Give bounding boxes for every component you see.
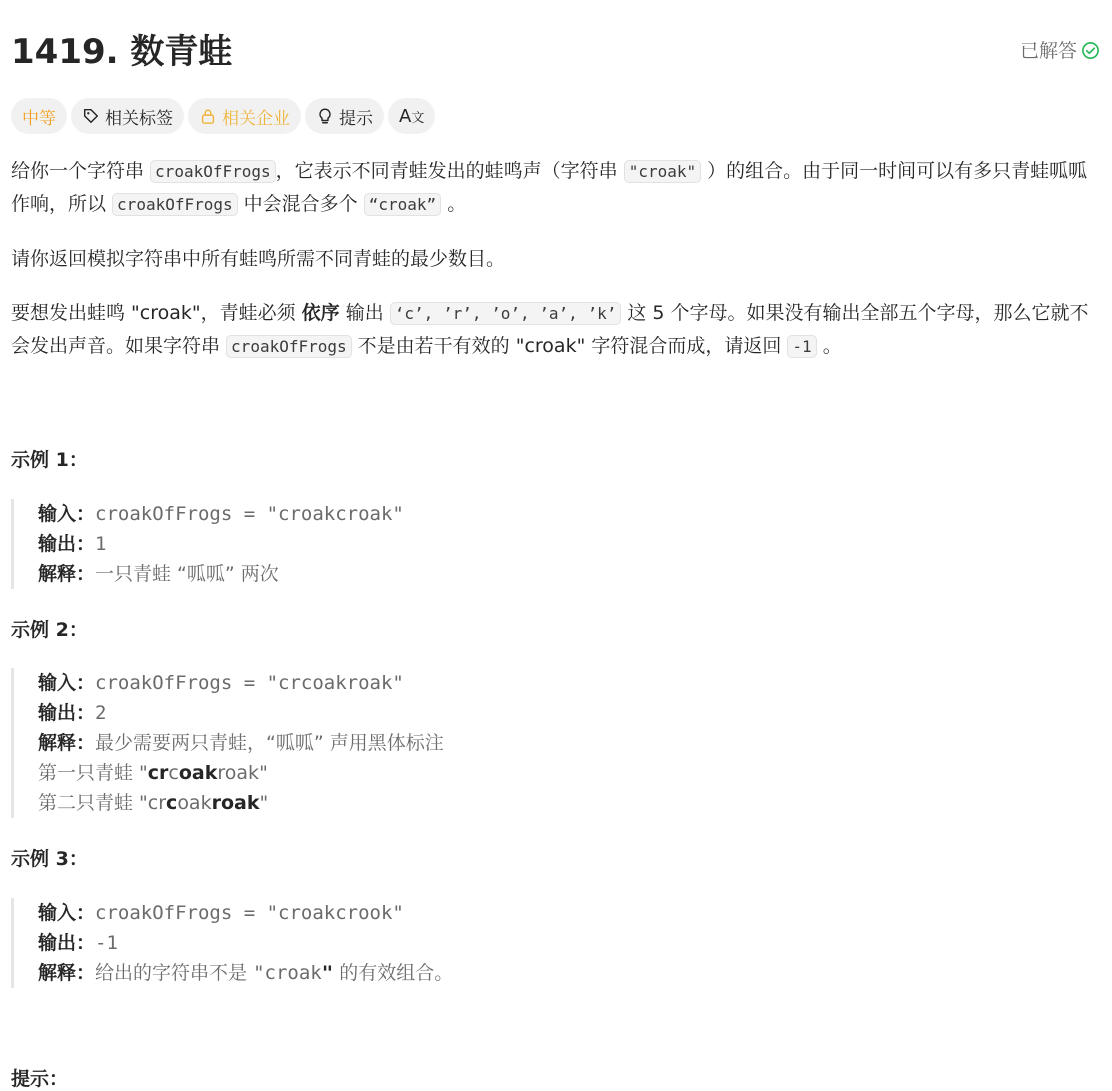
inline-code: croakOfFrogs — [112, 193, 238, 216]
constraints-title: 提示： — [11, 1068, 69, 1090]
problem-description — [11, 155, 1096, 363]
related-companies-label: 相关企业 — [222, 108, 290, 129]
example-2-frog-1: 第一只青蛙 "crcoakroak" — [38, 762, 268, 784]
example-3-block: 输入：croakOfFrogs = "croakcrook" 输出：-1 解释：给出的字符串不是 "croak" 的有效组合。 — [11, 898, 453, 988]
related-tags-label: 相关标签 — [105, 108, 173, 129]
inline-code: "croak" — [624, 160, 701, 183]
description-paragraph-3: 要想发出蛙鸣 "croak"，青蛙必须 依序 输出 ‘c’, ’r’, ’o’, ’a’, ’k’ 这 5 个字母。如果没有输出全部五个字母，那么它就不会发出声音。如果字符串 croakOfFrogs 不是由若干有效的 "croak" 字符混合而成，请返回 -1 。 — [11, 302, 1089, 357]
title-row — [11, 28, 1091, 76]
solved-status — [1020, 38, 1100, 67]
example-2-output: 2 — [95, 702, 107, 724]
inline-code: -1 — [787, 335, 816, 358]
example-2-explanation: 最少需要两只青蛙，“呱呱” 声用黑体标注 — [95, 732, 444, 754]
problem-title: 1419. 数青蛙 — [11, 32, 233, 72]
difficulty-badge: 中等 — [11, 98, 67, 134]
example-2-input: croakOfFrogs = "crcoakroak" — [95, 672, 404, 694]
solved-label: 已解答 — [1019, 40, 1077, 62]
inline-code: ‘c’, ’r’, ’o’, ’a’, ’k’ — [390, 302, 622, 325]
example-1-input: croakOfFrogs = "croakcroak" — [95, 503, 404, 525]
example-3-input: croakOfFrogs = "croakcrook" — [95, 902, 404, 924]
check-circle-icon — [1081, 41, 1100, 67]
lightbulb-icon — [316, 107, 334, 125]
description-paragraph-1: 给你一个字符串 croakOfFrogs ，它表示不同青蛙发出的蛙鸣声（字符串 "croak" ）的组合。由于同一时间可以有多只青蛙呱呱作响，所以 croakOfFrogs 中会混合多个 “croak” 。 — [11, 160, 1088, 215]
example-1-block: 输入：croakOfFrogs = "croakcroak" 输出：1 解释：一只青蛙 “呱呱” 两次 — [11, 499, 404, 589]
related-companies-button[interactable] — [188, 98, 301, 134]
example-3-output: -1 — [95, 932, 118, 954]
example-1-title: 示例 1： — [11, 449, 88, 471]
example-2-title: 示例 2： — [11, 619, 88, 641]
example-2-frog-2: 第二只青蛙 "crcoakroak" — [38, 792, 269, 814]
example-1-explanation: 一只青蛙 “呱呱” 两次 — [95, 563, 279, 585]
example-1-output: 1 — [95, 533, 107, 555]
tag-icon — [82, 107, 100, 125]
tag-bar — [11, 98, 439, 134]
hint-label: 提示 — [339, 108, 373, 129]
translate-button[interactable] — [388, 98, 435, 134]
description-paragraph-2: 请你返回模拟字符串中所有蛙鸣所需不同青蛙的最少数目。 — [11, 248, 506, 270]
hint-button[interactable] — [305, 98, 384, 134]
inline-code: croakOfFrogs — [226, 335, 352, 358]
inline-code: croakOfFrogs — [150, 160, 276, 183]
bold-text: 依序 — [301, 302, 340, 324]
example-3-title: 示例 3： — [11, 848, 88, 870]
translate-icon: A文 — [399, 105, 425, 127]
related-tags-button[interactable] — [71, 98, 184, 134]
example-3-explanation: 给出的字符串不是 "croak" 的有效组合。 — [95, 962, 454, 984]
lock-icon — [199, 107, 217, 125]
example-2-block: 输入：croakOfFrogs = "crcoakroak" 输出：2 解释：最少需要两只青蛙，“呱呱” 声用黑体标注 第一只青蛙 "crcoakroak" 第二只青蛙 "crcoakroak" — [11, 668, 444, 818]
inline-code: “croak” — [364, 193, 441, 216]
